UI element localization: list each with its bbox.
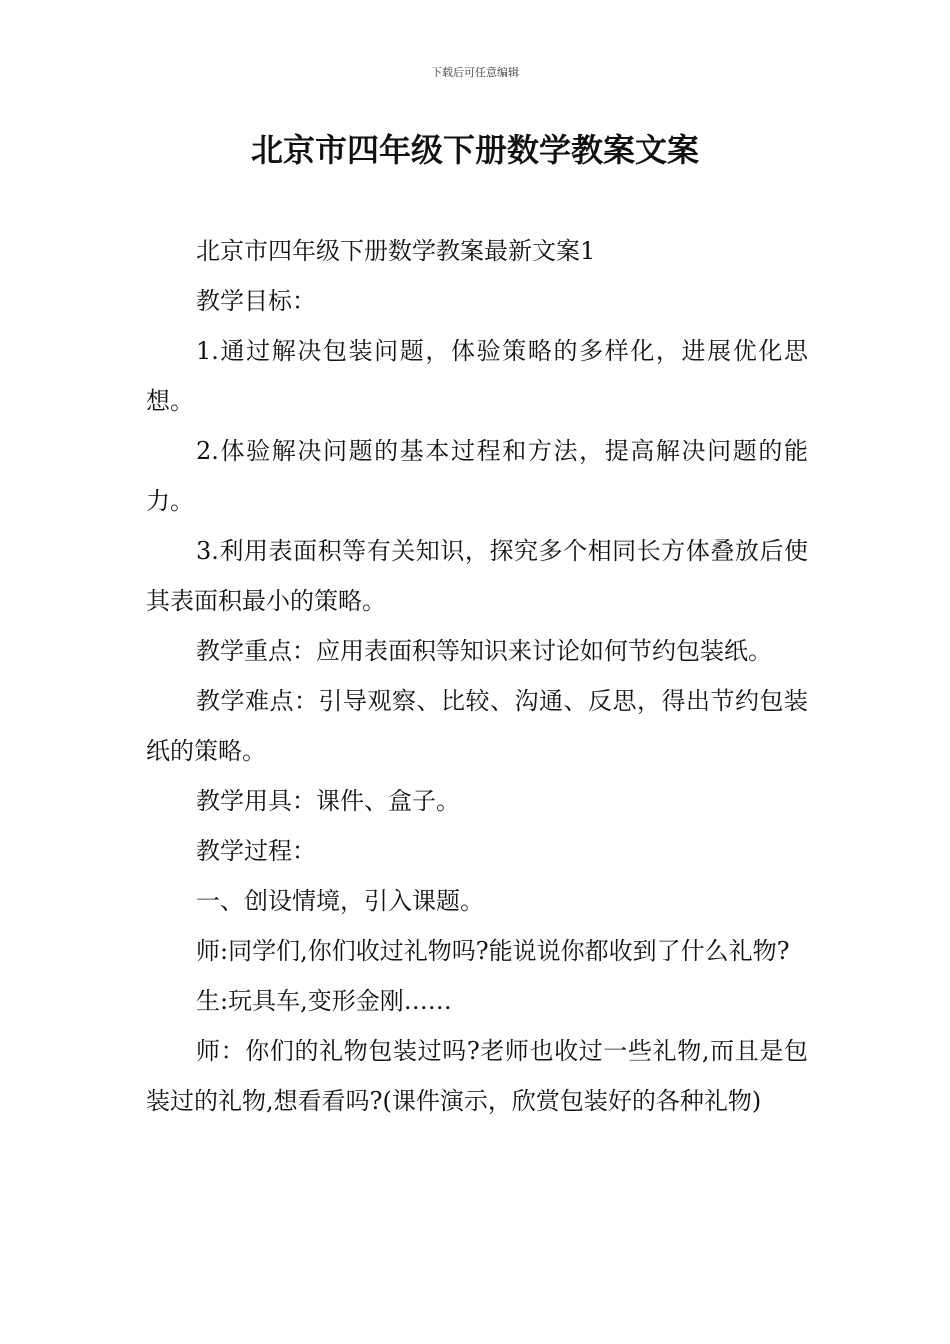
paragraph-key-point: 教学重点：应用表面积等知识来讨论如何节约包装纸。	[196, 637, 772, 665]
paragraph-process-label: 教学过程：	[196, 837, 316, 865]
paragraph-teacher-1: 师:同学们,你们收过礼物吗?能说说你都收到了什么礼物?	[196, 937, 790, 965]
header-note: 下载后可任意编辑	[431, 66, 519, 79]
paragraph-objective-1: 1.通过解决包装问题，体验策略的多样化，进展优化思想。	[146, 337, 808, 415]
document-title: 北京市四年级下册数学教案文案	[250, 131, 699, 169]
paragraph-student-1: 生:玩具车,变形金刚……	[196, 987, 452, 1015]
section-heading: 北京市四年级下册数学教案最新文案1	[196, 237, 596, 265]
paragraph-difficulty: 教学难点：引导观察、比较、沟通、反思，得出节约包装纸的策略。	[146, 687, 808, 765]
paragraph-teacher-2: 师：你们的礼物包装过吗?老师也收过一些礼物,而且是包装过的礼物,想看看吗?(课件演示，欣赏包装好的各种礼物)	[146, 1037, 808, 1115]
paragraph-objectives-label: 教学目标：	[196, 287, 316, 315]
paragraph-tools: 教学用具：课件、盒子。	[196, 787, 460, 815]
paragraph-step-1: 一、创设情境，引入课题。	[196, 887, 484, 915]
paragraph-objective-2: 2.体验解决问题的基本过程和方法，提高解决问题的能力。	[146, 437, 808, 515]
document-body	[146, 226, 808, 1126]
paragraph-objective-3: 3.利用表面积等有关知识，探究多个相同长方体叠放后使其表面积最小的策略。	[146, 537, 808, 615]
